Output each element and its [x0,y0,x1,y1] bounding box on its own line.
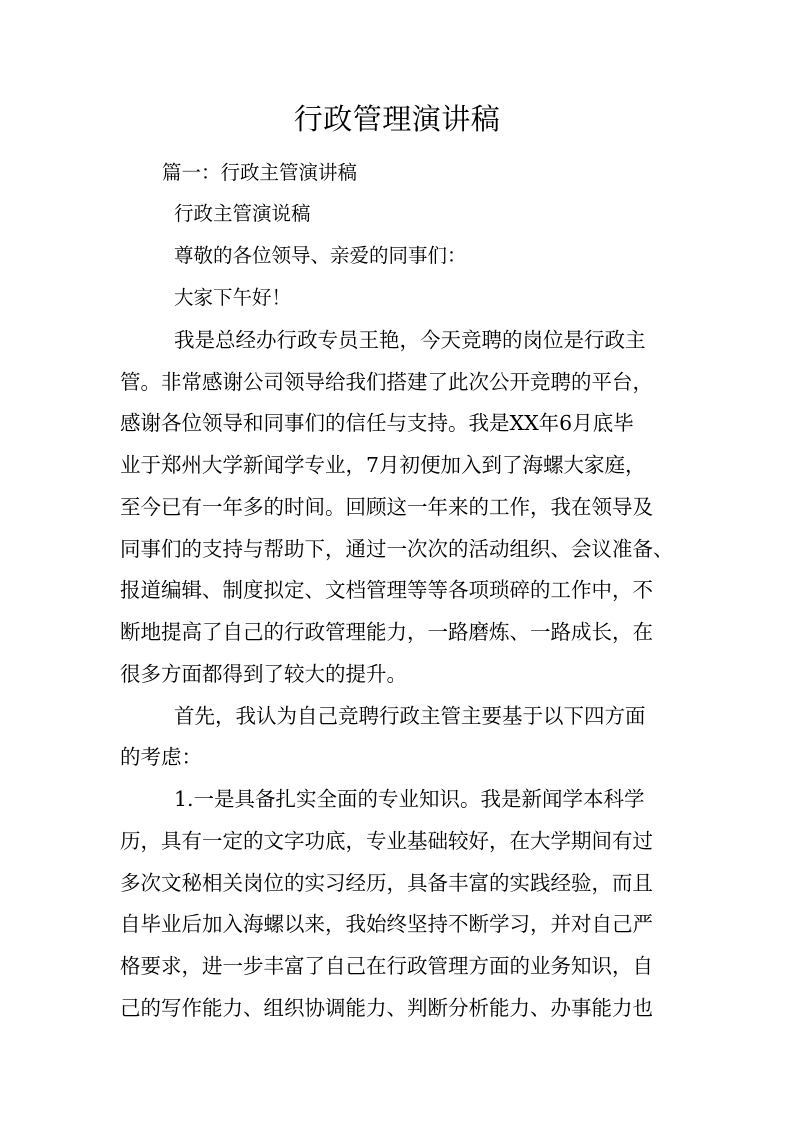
body-line: 自毕业后加入海螺以来，我始终坚持不断学习，并对自己严 [120,912,653,936]
body-line: 的考虑： [120,745,202,769]
body-line: 己的写作能力、组织协调能力、判断分析能力、办事能力也 [120,996,653,1020]
body-line: 历，具有一定的文字功底，专业基础较好，在大学期间有过 [120,829,653,853]
body-line: 断地提高了自己的行政管理能力，一路磨炼、一路成长，在 [120,620,653,644]
greeting: 大家下午好！ [174,286,292,309]
section-heading: 篇一：行政主管演讲稿 [162,161,358,184]
body-line: 报道编辑、制度拟定、文档管理等等各项琐碎的工作中，不 [120,578,653,602]
body-line: 很多方面都得到了较大的提升。 [120,662,407,686]
document-title: 行政管理演讲稿 [293,102,501,136]
body-line: 1.一是具备扎实全面的专业知识。我是新闻学本科学 [174,787,645,811]
body-line: 感谢各位领导和同事们的信任与支持。我是XX年6月底毕 [120,411,634,435]
body-line: 我是总经办行政专员王艳，今天竞聘的岗位是行政主 [174,328,646,352]
body-line: 多次文秘相关岗位的实习经历，具备丰富的实践经验，而且 [120,871,653,895]
body-line: 格要求，进一步丰富了自己在行政管理方面的业务知识，自 [120,954,653,978]
body-line: 首先，我认为自己竞聘行政主管主要基于以下四方面 [174,704,646,728]
speech-title: 行政主管演说稿 [174,202,311,225]
body-line: 至今已有一年多的时间。回顾这一年来的工作，我在领导及 [120,495,653,519]
body-line: 业于郑州大学新闻学专业，7月初便加入到了海螺大家庭， [120,453,646,477]
salutation: 尊敬的各位领导、亲爱的同事们： [174,244,467,267]
body-line: 同事们的支持与帮助下，通过一次次的活动组织、会议准备、 [120,537,674,561]
body-line: 管。非常感谢公司领导给我们搭建了此次公开竞聘的平台， [120,370,653,394]
